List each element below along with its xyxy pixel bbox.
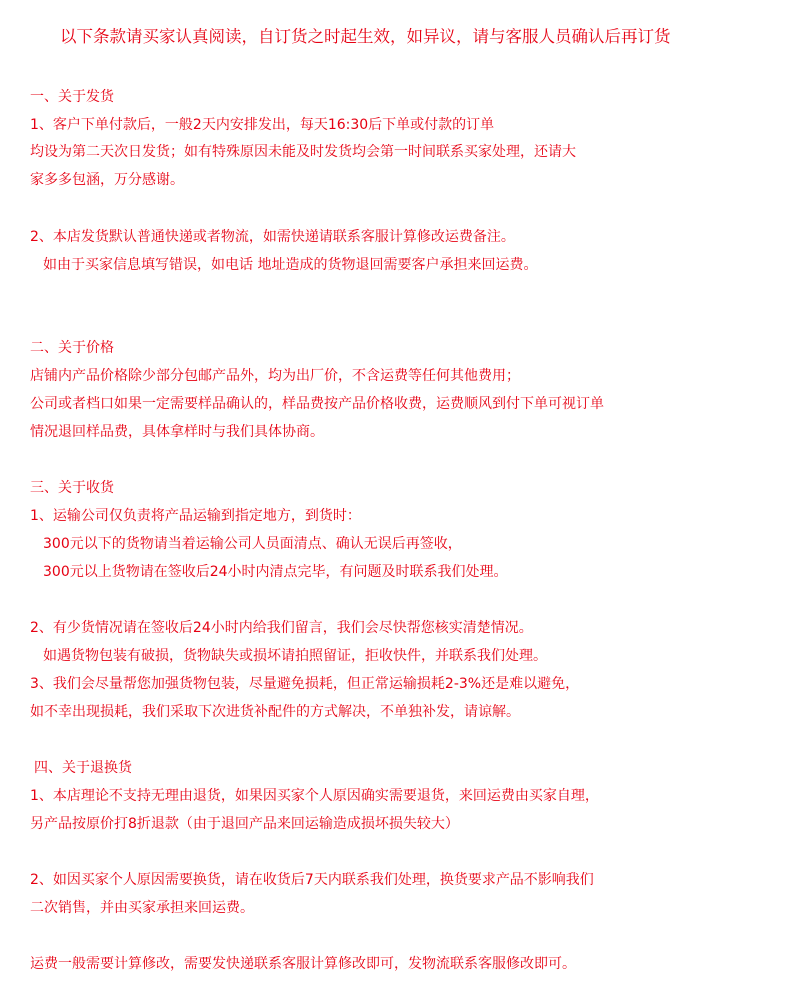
shipping-line: 如由于买家信息填写错误，如电话 地址造成的货物退回需要客户承担来回运费。 — [43, 257, 538, 273]
receiving-line: 2、有少货情况请在签收后24小时内给我们留言，我们会尽快帮您核实清楚情况。 — [30, 620, 533, 636]
section-heading-returns: 四、关于退换货 — [34, 760, 132, 776]
receiving-line: 1、运输公司仅负责将产品运输到指定地方，到货时： — [30, 508, 361, 524]
notice-title: 以下条款请买家认真阅读，自订货之时起生效，如异议，请与客服人员确认后再订货 — [60, 27, 671, 46]
section-heading-receiving: 三、关于收货 — [30, 480, 114, 496]
returns-line: 二次销售，并由买家承担来回运费。 — [30, 900, 254, 916]
price-line: 店铺内产品价格除少部分包邮产品外，均为出厂价，不含运费等任何其他费用； — [30, 368, 520, 384]
receiving-line: 300元以上货物请在签收后24小时内清点完毕，有问题及时联系我们处理。 — [43, 564, 508, 580]
receiving-line: 3、我们会尽量帮您加强货物包装，尽量避免损耗，但正常运输损耗2-3%还是难以避免， — [30, 676, 580, 692]
receiving-line: 如不幸出现损耗，我们采取下次进货补配件的方式解决，不单独补发，请谅解。 — [30, 704, 520, 720]
returns-line: 1、本店理论不支持无理由退货，如果因买家个人原因确实需要退货，来回运费由买家自理， — [30, 788, 599, 804]
footer-note: 运费一般需要计算修改，需要发快递联系客服计算修改即可，发物流联系客服修改即可。 — [30, 956, 576, 972]
shipping-line: 1、客户下单付款后，一般2天内安排发出，每天16:30后下单或付款的订单 — [30, 117, 495, 133]
returns-line: 另产品按原价打8折退款（由于退回产品来回运输造成损坏损失较大） — [30, 816, 459, 832]
shipping-line: 均设为第二天次日发货；如有特殊原因未能及时发货均会第一时间联系买家处理，还请大 — [30, 144, 576, 160]
shipping-line: 家多多包涵，万分感谢。 — [30, 172, 184, 188]
returns-line: 2、如因买家个人原因需要换货，请在收货后7天内联系我们处理，换货要求产品不影响我们 — [30, 872, 594, 888]
receiving-line: 300元以下的货物请当着运输公司人员面清点、确认无误后再签收， — [43, 536, 462, 552]
section-heading-price: 二、关于价格 — [30, 340, 114, 356]
shipping-line: 2、本店发货默认普通快递或者物流，如需快递请联系客服计算修改运费备注。 — [30, 229, 515, 245]
price-line: 情况退回样品费，具体拿样时与我们具体协商。 — [30, 424, 324, 440]
price-line: 公司或者档口如果一定需要样品确认的，样品费按产品价格收费，运费顺风到付下单可视订单 — [30, 396, 604, 412]
receiving-line: 如遇货物包装有破损，货物缺失或损坏请拍照留证，拒收快件，并联系我们处理。 — [43, 648, 547, 664]
section-heading-shipping: 一、关于发货 — [30, 89, 114, 105]
